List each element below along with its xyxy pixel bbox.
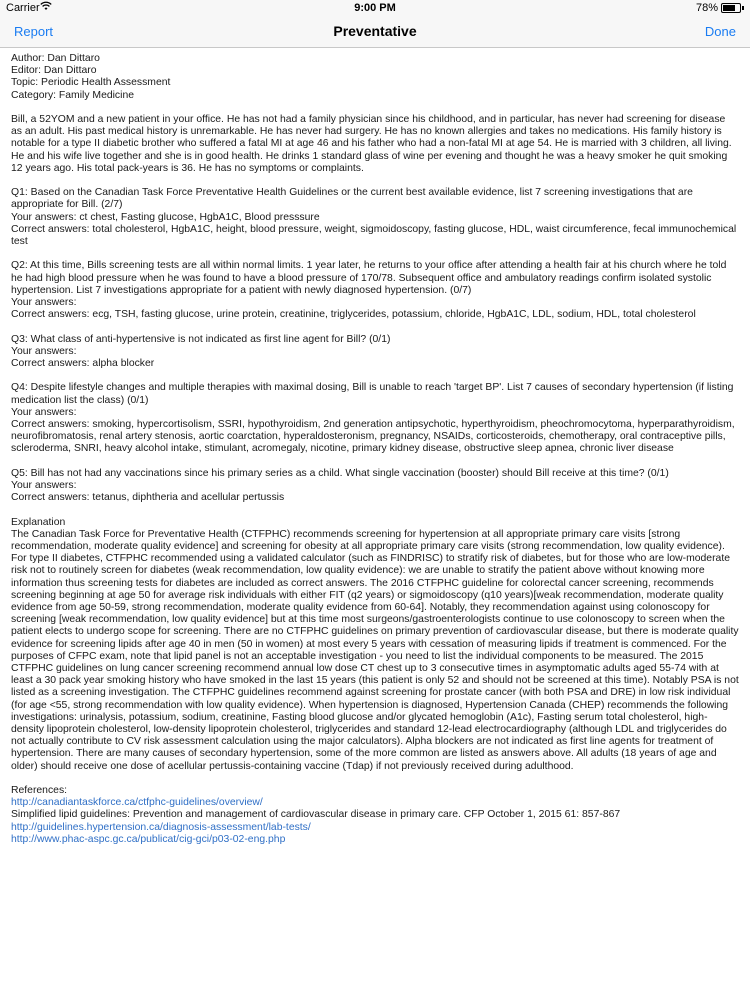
question-text: Q1: Based on the Canadian Task Force Preventative Health Guidelines or the current best available evidence, list 7 screening investigations that are appropriate for Bill. (2/7): [11, 187, 693, 211]
correct-answers: Correct answers: total cholesterol, HgbA1C, height, blood pressure, weight, sigmoidoscopy, fasting glucose, HDL, waist circumference, fecal immunochemical test: [11, 223, 737, 248]
topic-line: Topic: Periodic Health Assessment: [11, 77, 171, 89]
battery-fill: [723, 5, 735, 11]
question-block-1: [11, 187, 739, 248]
case-description: Bill, a 52YOM and a new patient in your office. He has not had a family physician since his childhood, and in particular, has never had screening for disease as an adult. His past medical history is unremarkable. He has never had surgery. He has no known allergies and takes no medications. His family history is notable for a type II diabetic brother who suffered a fatal MI at age 46 and his father who had a non-fatal MI at age 54. He is married with 3 children, all living. He and his wife live together and she is in good health. He drinks 1 standard glass of wine per evening and thought he was a heavy smoker he quit smoking 12 years ago. His total pack-years is 36. He has no symptoms or complaints.: [11, 114, 732, 174]
reference-text-lipid: Simplified lipid guidelines: Prevention and management of cardiovascular disease in primary care. CFP October 1, 2015 61: 857-867: [11, 809, 621, 821]
battery-icon: [721, 3, 741, 13]
editor-line: Editor: Dan Dittaro: [11, 65, 97, 77]
explanation-block: [11, 517, 739, 773]
category-line: Category: Family Medicine: [11, 89, 134, 101]
question-block-4: [11, 382, 739, 455]
question-block-2: [11, 260, 739, 321]
status-time: 9:00 PM: [354, 2, 396, 14]
meta-block: [11, 53, 739, 102]
correct-answers: Correct answers: smoking, hypercortisolism, SSRI, hypothyroidism, 2nd generation antipsychotic, hyperthyroidism, pheochromocytoma, hyperparathyroidism, neurofibromatosis, renal artery stenosis, aortic coarctation, hyperaldosteronism, pregnancy, NSAIDs, corticosteroids, chemotherapy, oral contraceptive pills, scleroderma, SNRI, heavy alcohol intake, stimulant, acromegaly, nicotine, primary kidney disease, obstructive sleep apnea, chronic liver disease: [11, 419, 735, 455]
question-text: Q4: Despite lifestyle changes and multiple therapies with maximal dosing, Bill is unable to reach 'target BP'. List 7 causes of secondary hypertension (if listing medication list the class) (0/1): [11, 382, 734, 406]
battery-percent: 78%: [695, 2, 718, 14]
question-text: Q3: What class of anti-hypertensive is not indicated as first line agent for Bill? (0/1): [11, 333, 391, 345]
correct-answers: Correct answers: tetanus, diphtheria and acellular pertussis: [11, 492, 285, 504]
explanation-text: The Canadian Task Force for Preventative Health (CTFPHC) recommends screening for hypertension at all appropriate primary care visits [strong recommendation, moderate quality evidence] and screening for obesity at all appropriate primary care visits (strong recommendation, low quality evidence). For type II diabetes, CTFPHC recommended using a validated calculator (such as FINDRISC) to stratify risk of diabetes, but for those who are low-moderate risk not to routinely screen for diabetes (weak recommendation, low quality evidence): we are unable to stratify the patient above without knowing more information thus screening tests for diabetes are included as correct answers. The 2016 CTFPHC guideline for colorectal cancer screening, recommends screening beginning at age 50 for average risk individuals with either FIT (q2 years) or sigmoidoscopy (q10 years)[weak recommendation, moderate quality evidence from age 50-59, strong recommendation, moderate quality evidence from 60-64]. Notably, they recommendation against using colonoscopy for screening [weak recommendation, low quality evidence] but at this time most surgeons/gastroenterologists continue to use colonoscopy to screen when the patient elects to undergo scope for screening. There are no CTFPHC guidelines on primary prevention of cardiovascular disease, but there is moderate quality evidence for screening lipids after age 40 in men (50 in women) at most every 5 years with cessation of measuring lipids if treatment is commenced. For the purposes of CFPC exam, note that lipid panel is not an acceptable investigation - you need to list the individual components to be measured. The 2015 CTFPHC guidelines on lung cancer screening recommend annual low dose CT chest up to 3 consecutive times in asymptomatic adults aged 55-74 with at least a 30 pack year smoking history who have smoked in the last 15 years (this patient is only 52 and should not be screened at this time). Notably PSA is not listed as a screening investigation. The CTFPHC guidelines recommend against screening for prostate cancer (with both PSA and DRE) in low risk individual (for age <55, strong recommendation with low quality evidence). When hypertension is diagnosed, Hypertension Canada (CHEP) recommends the following investigations: urinalysis, potassium, sodium, creatinine, Fasting blood glucose and/or glycated hemoglobin (A1c), Fasting serum total cholesterol, high-density lipoprotein cholesterol, low-density lipoprotein cholesterol, triglycerides and standard 12-lead electrocardiography (although LDL and triglycerides do not actually contribute to CV risk assessment calculation using the major calculators). Alpha blockers are not indicated as first line agents for treatment of hypertension. There are many causes of secondary hypertension, some of the more common are listed as answers above. All adults (18 years of age and older) should receive one dose of acellular pertussis-containing vaccine (Tdap) if not previously received during adulthood.: [11, 528, 739, 772]
your-answers: Your answers:: [11, 297, 77, 309]
question-block-5: [11, 468, 739, 505]
correct-answers: Correct answers: ecg, TSH, fasting glucose, urine protein, creatinine, triglycerides, potassium, chloride, HgbA1C, LDL, sodium, HDL, total cholesterol: [11, 309, 696, 321]
carrier-label: Carrier: [6, 2, 40, 14]
report-button[interactable]: Report: [14, 24, 54, 39]
explanation-heading: Explanation: [11, 516, 66, 528]
status-bar: [0, 0, 750, 16]
question-text: Q2: At this time, Bills screening tests are all within normal limits. 1 year later, he returns to your office after attending a health fair at his church where he told he had high blood pressure when he was found to have a blood pressure of 170/78. Subsequent office and ambulatory readings confirm isolated systolic hypertension. List 7 investigations appropriate for a patient with newly diagnosed hypertension. (0/7): [11, 260, 727, 296]
your-answers: Your answers:: [11, 480, 77, 492]
report-content: [11, 53, 739, 858]
your-answers: Your answers:: [11, 345, 77, 357]
author-line: Author: Dan Dittaro: [11, 53, 100, 64]
correct-answers: Correct answers: alpha blocker: [11, 358, 155, 370]
done-button[interactable]: Done: [704, 24, 736, 39]
navigation-bar: [0, 16, 750, 48]
question-text: Q5: Bill has not had any vaccinations since his primary series as a child. What single vaccination (booster) should Bill receive at this time? (0/1): [11, 467, 669, 479]
references-heading: References:: [11, 785, 68, 797]
battery-indicator: [696, 2, 744, 14]
reference-link-phac[interactable]: http://www.phac-aspc.gc.ca/publicat/cig-gci/p03-02-eng.php: [11, 833, 286, 845]
battery-tip: [742, 6, 744, 10]
question-block-3: [11, 334, 739, 371]
page-title: Preventative: [333, 23, 417, 39]
your-answers: Your answers:: [11, 406, 77, 418]
your-answers: Your answers: ct chest, Fasting glucose, HgbA1C, Blood presssure: [11, 211, 320, 223]
references-block: [11, 785, 739, 846]
reference-link-ctfphc[interactable]: http://canadiantaskforce.ca/ctfphc-guidelines/overview/: [11, 797, 263, 809]
reference-link-hypertension[interactable]: http://guidelines.hypertension.ca/diagnosis-assessment/lab-tests/: [11, 821, 311, 833]
